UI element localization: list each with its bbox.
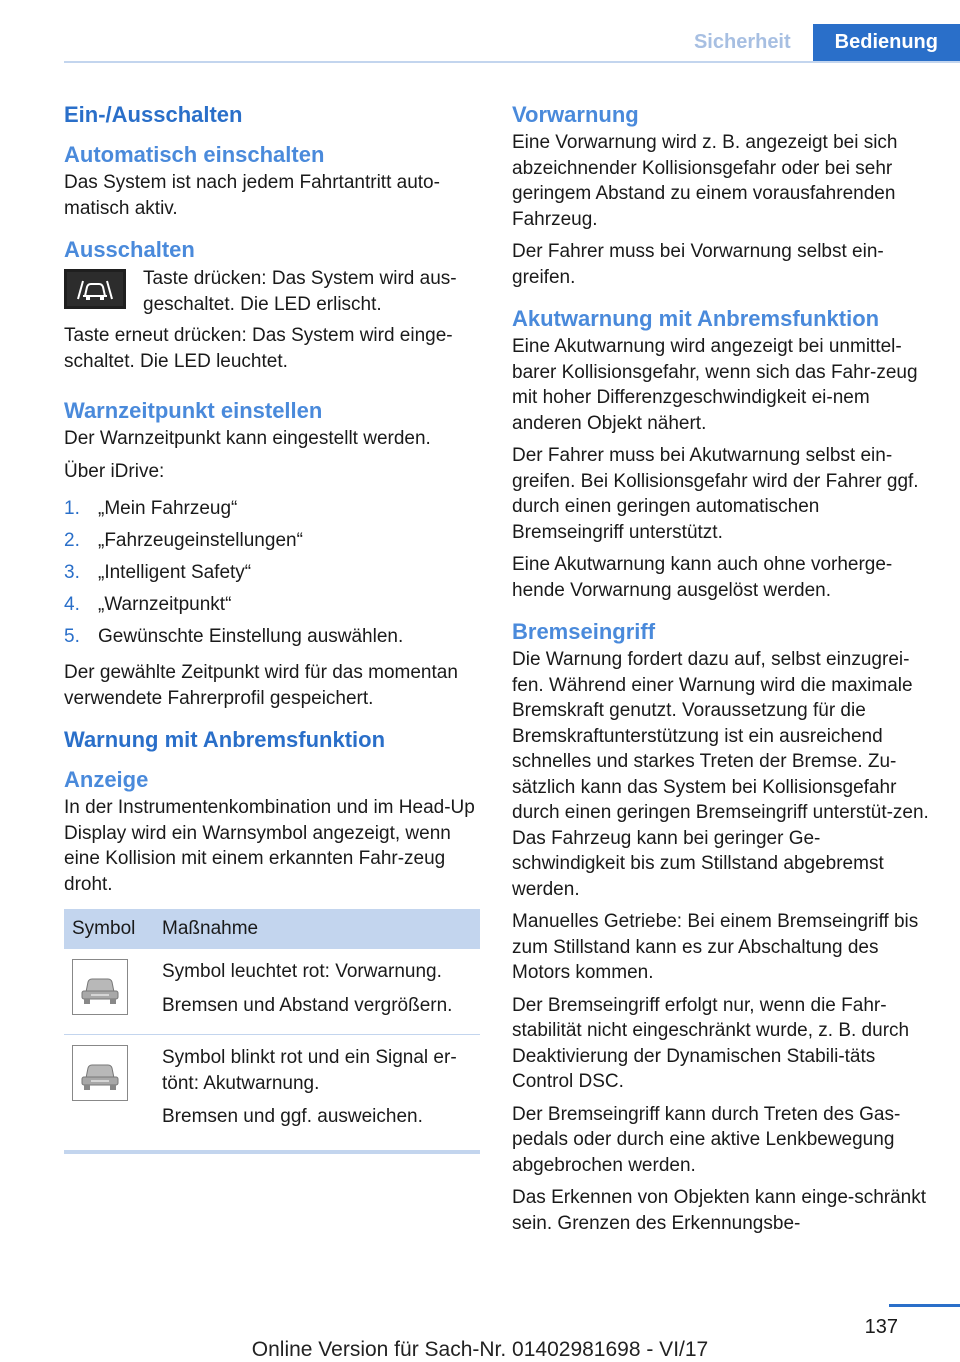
table-cell-text: Bremsen und Abstand vergrößern.	[162, 994, 453, 1016]
paragraph-brems-5: Das Erkennen von Objekten kann einge-schränkt sein. Grenzen des Erkennungsbe-	[512, 1187, 927, 1234]
list-item: 5. Gewünschte Einstellung auswählen.	[64, 626, 404, 647]
heading-ausschalten: Ausschalten	[64, 237, 195, 262]
button-instruction-text: Taste drücken: Das System wird aus-geschaltet. Die LED erlischt.	[143, 268, 457, 315]
paragraph-warnzeit: Der Warnzeitpunkt kann eingestellt werden.	[64, 428, 431, 449]
car-warning-icon	[72, 959, 128, 1015]
list-item: 2. „Fahrzeugeinstellungen“	[64, 530, 303, 551]
heading-anzeige: Anzeige	[64, 767, 149, 792]
table-cell-text: Symbol blinkt rot und ein Signal er-tönt: Akutwarnung.	[162, 1047, 457, 1094]
heading-akutwarnung: Akutwarnung mit Anbremsfunktion	[512, 306, 880, 331]
heading-ein-ausschalten: Ein-/Ausschalten	[64, 102, 243, 127]
tab-sicherheit[interactable]: Sicherheit	[693, 31, 791, 53]
heading-vorwarnung: Vorwarnung	[512, 102, 639, 127]
paragraph-idrive: Über iDrive:	[64, 460, 165, 482]
page-number: 137	[864, 1316, 898, 1338]
table-cell-text: Symbol leuchtet rot: Vorwarnung.	[162, 961, 442, 982]
header-tabs	[672, 24, 960, 61]
column-header-symbol: Symbol	[64, 909, 154, 949]
table-header-row	[64, 909, 480, 949]
table-row	[64, 949, 480, 1035]
table-cell-text: Bremsen und ggf. ausweichen.	[162, 1106, 423, 1127]
paragraph-brems-4: Der Bremseingriff kann durch Treten des Gas-pedals oder durch eine aktive Lenkbewegung abgebrochen werden.	[512, 1103, 901, 1176]
paragraph-saved: Der gewählte Zeitpunkt wird für das momentan verwendete Fahrerprofil gespeichert.	[64, 662, 458, 709]
heading-warnung-anbremsfunktion: Warnung mit Anbremsfunktion	[64, 727, 386, 752]
heading-automatisch-einschalten: Automatisch einschalten	[64, 142, 325, 167]
table-row	[64, 1035, 480, 1152]
list-item: 4. „Warnzeitpunkt“	[64, 594, 232, 615]
paragraph-akut-1: Eine Akutwarnung wird angezeigt bei unmittel-barer Kollisionsgefahr, wenn sich das Fahr-zeug mit hoher Differenzgeschwindigkeit ei-nem anderen Objekt nähert.	[512, 336, 918, 434]
tab-bedienung[interactable]: Bedienung	[813, 24, 960, 61]
paragraph-auto: Das System ist nach jedem Fahrtantritt auto-matisch aktiv.	[64, 172, 440, 219]
button-instruction	[64, 266, 480, 317]
paragraph-brems-1: Die Warnung fordert dazu auf, selbst einzugrei-fen. Während einer Warnung wird die maximale Bremskraft genutzt. Voraussetzung für die Bremskraftunterstützung ist ein ausreichend schnelles und starkes Treten der Bremse. Zu-sätzlich kann das System bei Kollisionsgefahr durch einen geringen Bremseingriff unterstüt-zen. Das Fahrzeug kann bei geringer Ge-schwindigkeit bis zum Stillstand abgebremst werden.	[512, 649, 929, 900]
paragraph-akut-3: Eine Akutwarnung kann auch ohne vorherge-hende Vorwarnung ausgelöst werden.	[512, 554, 893, 601]
heading-warnzeitpunkt: Warnzeitpunkt einstellen	[64, 398, 323, 423]
header-rule	[64, 61, 960, 63]
paragraph-vorwarnung-1: Eine Vorwarnung wird z. B. angezeigt bei sich abzeichnender Kollisionsgefahr oder bei sehr geringem Abstand zu einem vorausfahrenden Fahrzeug.	[512, 132, 898, 230]
idrive-steps	[64, 496, 480, 656]
heading-bremseingriff: Bremseingriff	[512, 619, 656, 644]
paragraph-vorwarnung-2: Der Fahrer muss bei Vorwarnung selbst ein-greifen.	[512, 241, 884, 288]
paragraph-akut-2: Der Fahrer muss bei Akutwarnung selbst ein-greifen. Bei Kollisionsgefahr wird der Fahrer ggf. durch einen geringen automatischen Bremseingriff unterstützt.	[512, 445, 919, 543]
paragraph-brems-2: Manuelles Getriebe: Bei einem Bremseingriff bis zum Stillstand kann es zur Abschaltung des Motors kommen.	[512, 911, 919, 983]
list-item: 3. „Intelligent Safety“	[64, 562, 252, 583]
symbol-table	[64, 909, 480, 1154]
collision-warning-button-icon	[64, 269, 126, 309]
paragraph-aus-again: Taste erneut drücken: Das System wird einge-schaltet. Die LED leuchtet.	[64, 325, 453, 372]
list-item: 1. „Mein Fahrzeug“	[64, 498, 238, 519]
car-warning-icon	[72, 1045, 128, 1101]
paragraph-anzeige: In der Instrumentenkombination und im Head-Up Display wird ein Warnsymbol angezeigt, wenn eine Kollision mit einem erkannten Fahr-zeug droht.	[64, 797, 475, 895]
paragraph-brems-3: Der Bremseingriff erfolgt nur, wenn die Fahr-stabilität nicht eingeschränkt wurde, z. B. durch Deaktivierung der Dynamischen Stabili-täts Control DSC.	[512, 994, 910, 1092]
right-column	[512, 100, 932, 1243]
column-header-massnahme: Maßnahme	[154, 909, 480, 949]
left-column	[64, 100, 480, 1154]
online-version-link[interactable]: Online Version für Sach-Nr. 01402981698 - VI/17	[251, 1338, 709, 1361]
footer-rule	[889, 1304, 960, 1307]
